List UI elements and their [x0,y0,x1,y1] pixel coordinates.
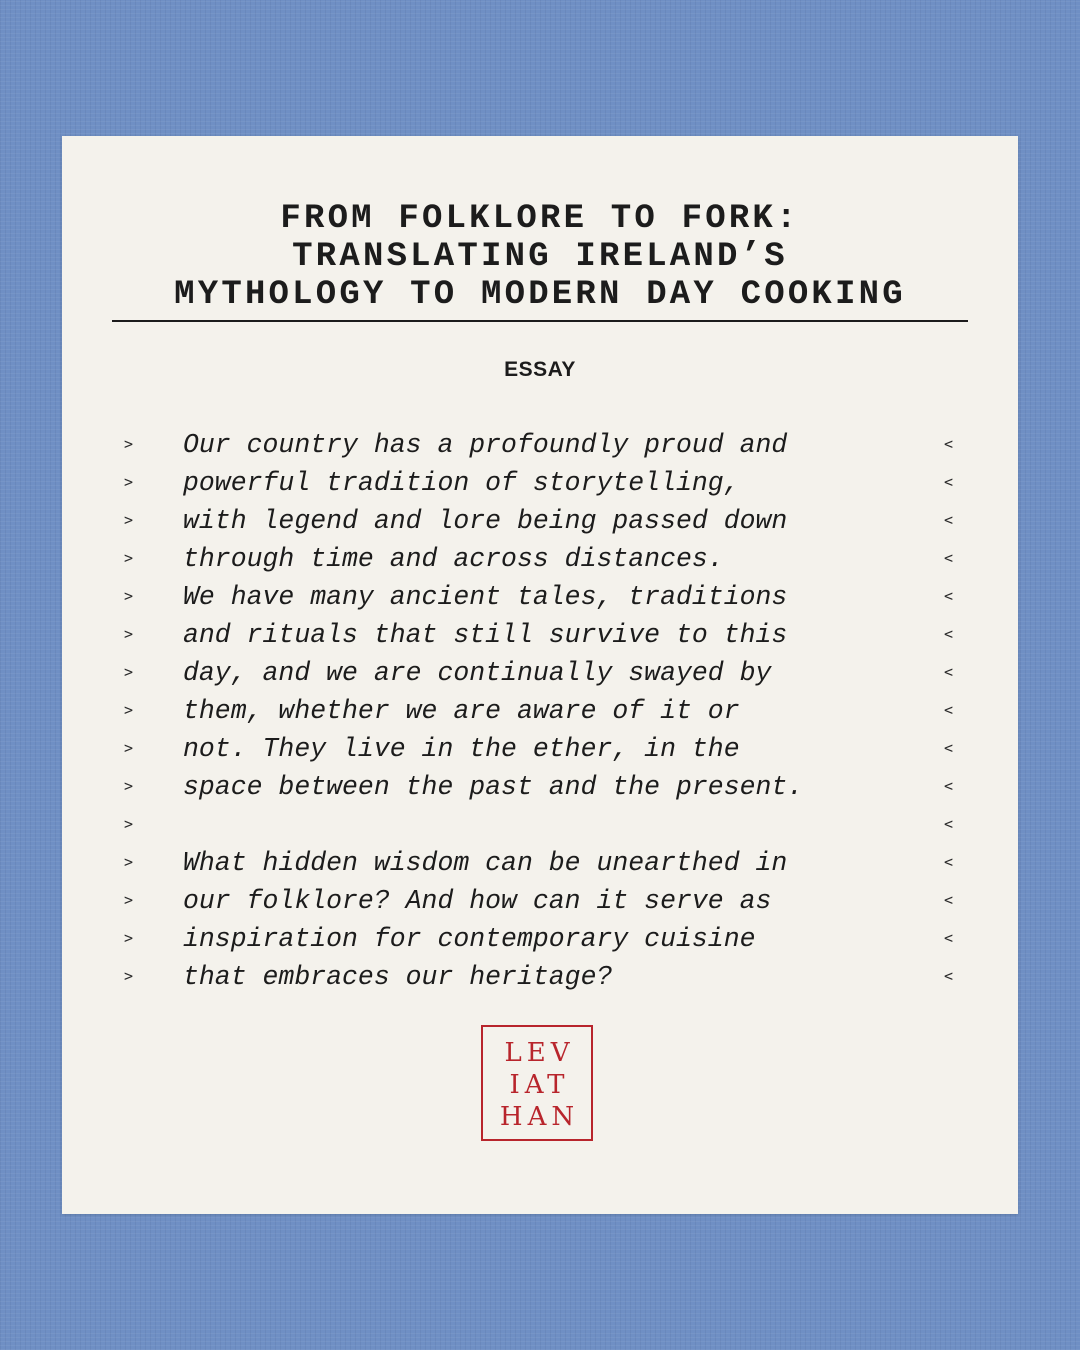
left-margin-mark: > [124,587,134,605]
essay-line [62,730,1018,768]
essay-blank-line [62,806,1018,844]
essay-line-text: through time and across distances. [183,544,724,574]
left-margin-mark: > [124,511,134,529]
essay-line [62,844,1018,882]
essay-line-text: powerful tradition of storytelling, [183,468,740,498]
right-margin-mark: < [944,663,954,681]
essay-line [62,502,1018,540]
essay-line [62,578,1018,616]
title-line-2: TRANSLATING IRELAND’S [292,238,788,276]
left-margin-mark: > [124,663,134,681]
left-margin-mark: > [124,701,134,719]
right-margin-mark: < [944,701,954,719]
essay-line [62,616,1018,654]
essay-body [62,426,1018,996]
essay-line [62,958,1018,996]
essay-line-text: our folklore? And how can it serve as [183,886,772,916]
left-margin-mark: > [124,853,134,871]
essay-line-text: and rituals that still survive to this [183,620,788,650]
right-margin-mark: < [944,739,954,757]
left-margin-mark: > [124,815,134,833]
left-margin-mark: > [124,473,134,491]
essay-line-text: not. They live in the ether, in the [183,734,740,764]
essay-line [62,426,1018,464]
left-margin-mark: > [124,777,134,795]
logo-line-1: LEV [504,1038,575,1068]
title-line-3: MYTHOLOGY TO MODERN DAY COOKING [174,276,906,314]
essay-line-text: them, whether we are aware of it or [183,696,740,726]
essay-line-text: inspiration for contemporary cuisine [183,924,756,954]
left-margin-mark: > [124,549,134,567]
title-underline [112,320,968,322]
left-margin-mark: > [124,891,134,909]
right-margin-mark: < [944,549,954,567]
essay-line-text: We have many ancient tales, traditions [183,582,788,612]
left-margin-mark: > [124,625,134,643]
essay-line [62,464,1018,502]
essay-line-text: that embraces our heritage? [183,962,613,992]
leviathan-logo [481,1025,593,1141]
right-margin-mark: < [944,511,954,529]
right-margin-mark: < [944,815,954,833]
essay-line [62,768,1018,806]
title-line-1: FROM FOLKLORE TO FORK: [280,200,800,238]
right-margin-mark: < [944,967,954,985]
essay-line-text: What hidden wisdom can be unearthed in [183,848,788,878]
essay-line-text: Our country has a profoundly proud and [183,430,788,460]
left-margin-mark: > [124,967,134,985]
right-margin-mark: < [944,853,954,871]
essay-line-text: day, and we are continually swayed by [183,658,772,688]
essay-kicker: ESSAY [504,358,576,381]
essay-line-text: space between the past and the present. [183,772,804,802]
logo-line-3: HAN [499,1102,580,1132]
right-margin-mark: < [944,625,954,643]
essay-line [62,540,1018,578]
right-margin-mark: < [944,777,954,795]
right-margin-mark: < [944,473,954,491]
right-margin-mark: < [944,435,954,453]
essay-line [62,882,1018,920]
essay-line [62,654,1018,692]
essay-line [62,692,1018,730]
right-margin-mark: < [944,891,954,909]
left-margin-mark: > [124,739,134,757]
right-margin-mark: < [944,587,954,605]
right-margin-mark: < [944,929,954,947]
essay-card [62,136,1018,1214]
essay-line [62,920,1018,958]
essay-title [112,200,968,314]
left-margin-mark: > [124,435,134,453]
logo-line-2: IAT [509,1070,570,1100]
essay-line-text: with legend and lore being passed down [183,506,788,536]
left-margin-mark: > [124,929,134,947]
